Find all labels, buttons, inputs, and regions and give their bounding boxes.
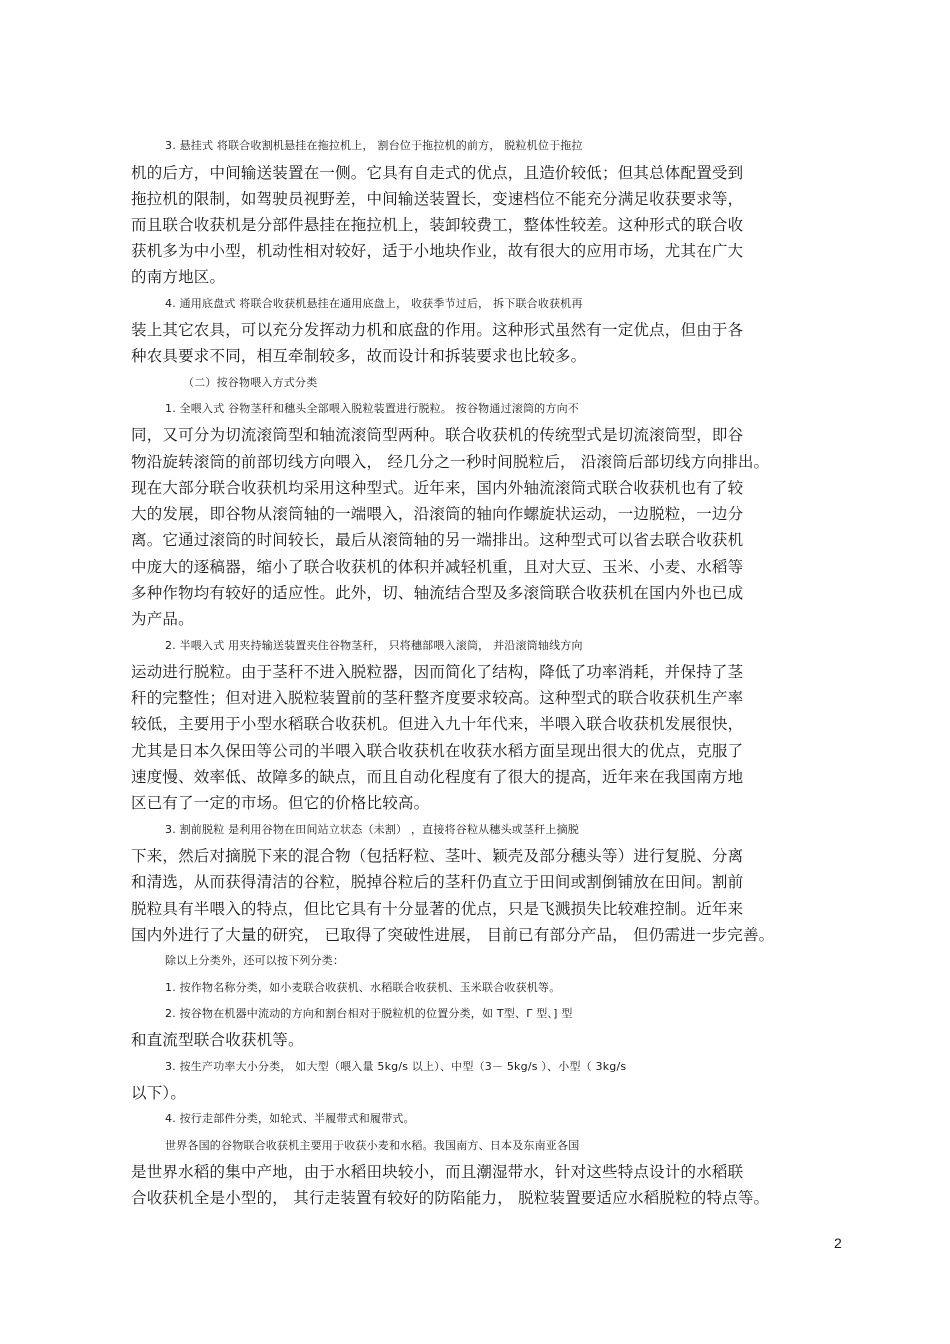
paragraph-line: 尤其是日本久保田等公司的半喂入联合收获机在收获水稻方面呈现出很大的优点，克服了 — [131, 742, 744, 760]
paragraph-line: 种农具要求不同，相互牵制较多，故而设计和拆装要求也比较多。 — [131, 347, 587, 365]
paragraph-line: 下来，然后对摘脱下来的混合物（包括籽粒、茎叶、颖壳及部分穗头等）进行复脱、分离 — [131, 847, 744, 865]
paragraph-line: 脱粒具有半喂入的特点，但比它具有十分显著的优点，只是飞溅损失比较难控制。近年来 — [131, 900, 744, 918]
paragraph-line: 3. 割前脱粒 是利用谷物在田间站立状态（未割） ，直接将谷粒从穗头或茎秆上摘脱 — [165, 823, 579, 836]
paragraph-line: 秆的完整性；但对进入脱粒装置前的茎秆整齐度要求较高。这种型式的联合收获机生产率 — [131, 689, 744, 707]
paragraph-line: 1. 按作物名称分类，如小麦联合收获机、水稻联合收获机、玉米联合收获机等。 — [165, 981, 561, 994]
paragraph-line: 物沿旋转滚筒的前部切线方向喂入， 经几分之一秒时间脱粒后， 沿滚筒后部切线方向排出。 — [131, 453, 770, 471]
paragraph-line: 运动进行脱粒。由于茎秆不进入脱粒器，因而简化了结构，降低了功率消耗，并保持了茎 — [131, 663, 744, 681]
paragraph-line: 除以上分类外，还可以按下列分类： — [165, 954, 345, 967]
paragraph-line: 是世界水稻的集中产地，由于水稻田块较小，而且潮湿带水，针对这些特点设计的水稻联 — [131, 1163, 744, 1181]
paragraph-line: 以下）。 — [131, 1084, 187, 1102]
paragraph-line: 离。它通过滚筒的时间较长，最后从滚筒轴的另一端排出。这种型式可以省去联合收获机 — [131, 531, 744, 549]
paragraph-line: 2. 半喂入式 用夹持输送装置夹住谷物茎秆， 只将穗部喂入滚筒， 并沿滚筒轴线方向 — [165, 639, 583, 652]
paragraph-line: 较低，主要用于小型水稻联合收获机。但进入九十年代来，半喂入联合收获机发展很快， — [131, 715, 744, 733]
paragraph-line: 的南方地区。 — [131, 268, 226, 286]
paragraph-line: 机的后方，中间输送装置在一侧。它具有自走式的优点，且造价较低；但其总体配置受到 — [131, 164, 744, 182]
paragraph-line: 2. 按谷物在机器中流动的方向和割台相对于脱粒机的位置分类，如 T型、Γ 型、] 型 — [165, 1007, 573, 1020]
paragraph-line: 而且联合收获机是分部件悬挂在拖拉机上，装卸较费工，整体性较差。这种形式的联合收 — [131, 216, 744, 234]
paragraph-line: 1. 全喂入式 谷物茎秆和穗头全部喂入脱粒装置进行脱粒。 按谷物通过滚筒的方向不 — [165, 402, 579, 415]
paragraph-line: 3. 悬挂式 将联合收割机悬挂在拖拉机上， 割台位于拖拉机的前方， 脱粒机位于拖拉 — [165, 139, 583, 152]
paragraph-line: 中庞大的逐稿器，缩小了联合收获机的体积并减轻机重，且对大豆、玉米、小麦、水稻等 — [131, 558, 744, 576]
paragraph-line: 速度慢、效率低、故障多的缺点，而且自动化程度有了很大的提高，近年来在我国南方地 — [131, 768, 744, 786]
paragraph-line: 为产品。 — [131, 610, 194, 628]
paragraph-line: 和直流型联合收获机等。 — [131, 1031, 304, 1049]
paragraph-line: 拖拉机的限制，如驾驶员视野差，中间输送装置长，变速档位不能充分满足收获要求等， — [131, 190, 744, 208]
paragraph-line: 世界各国的谷物联合收获机主要用于收获小麦和水稻。我国南方、日本及东南亚各国 — [165, 1139, 580, 1152]
paragraph-line: 装上其它农具，可以充分发挥动力机和底盘的作用。这种形式虽然有一定优点，但由于各 — [131, 321, 744, 339]
paragraph-line: 3. 按生产功率大小分类， 如大型（喂入量 5kg/s 以上）、中型（3－ 5kg/s ）、小型（ 3kg/s — [165, 1060, 627, 1073]
paragraph-line: 合收获机全是小型的， 其行走装置有较好的防陷能力， 脱粒装置要适应水稻脱粒的特点等。 — [131, 1189, 770, 1207]
paragraph-line: 现在大部分联合收获机均采用这种型式。近年来，国内外轴流滚筒式联合收获机也有了较 — [131, 479, 744, 497]
paragraph-line: 同，又可分为切流滚筒型和轴流滚筒型两种。联合收获机的传统型式是切流滚筒型，即谷 — [131, 426, 744, 444]
paragraph-line: 多种作物均有较好的适应性。此外，切、轴流结合型及多滚筒联合收获机在国内外也已成 — [131, 584, 744, 602]
paragraph-line: 4. 按行走部件分类，如轮式、半履带式和履带式。 — [165, 1112, 415, 1125]
paragraph-line: 4. 通用底盘式 将联合收获机悬挂在通用底盘上， 收获季节过后， 拆下联合收获机再 — [165, 297, 583, 310]
paragraph-line: 区已有了一定的市场。但它的价格比较高。 — [131, 794, 430, 812]
paragraph-line: 和清选，从而获得清洁的谷粒，脱掉谷粒后的茎秆仍直立于田间或割倒铺放在田间。割前 — [131, 873, 744, 891]
paragraph-line: 大的发展，即谷物从滚筒轴的一端喂入，沿滚筒的轴向作螺旋状运动，一边脱粒，一边分 — [131, 505, 744, 523]
paragraph-line: 国内外进行了大量的研究， 已取得了突破性进展， 目前已有部分产品， 但仍需进一步完善。 — [131, 926, 775, 944]
section-heading: （二）按谷物喂入方式分类 — [183, 376, 318, 389]
page-number: 2 — [834, 1235, 842, 1251]
paragraph-line: 获机多为中小型，机动性相对较好，适于小地块作业，故有很大的应用市场，尤其在广大 — [131, 242, 744, 260]
